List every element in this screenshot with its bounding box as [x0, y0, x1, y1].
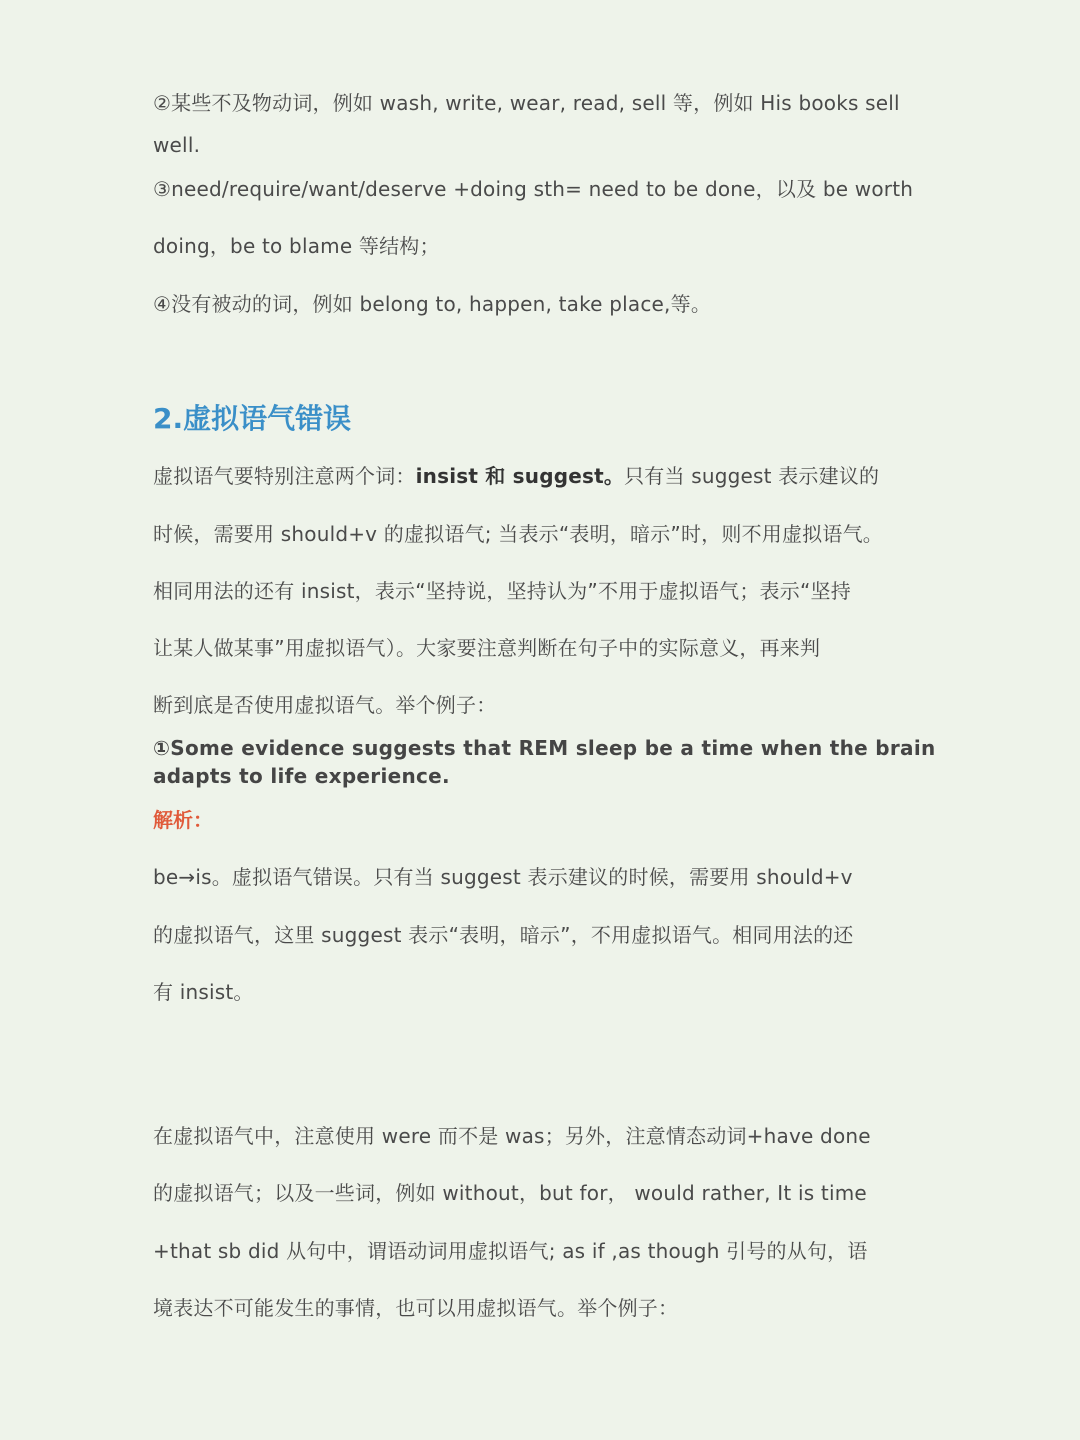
example-line-1: ①Some evidence suggests that REM sleep be a time when the brain — [153, 736, 936, 760]
item-2-line-1: ②某些不及物动词，例如 wash, write, wear, read, sell 等，例如 His books sell — [153, 91, 900, 115]
analysis-line-3: 有 insist。 — [153, 980, 254, 1004]
item-3-line-2: doing，be to blame 等结构； — [153, 234, 440, 258]
intro-line-3: 相同用法的还有 insist，表示“坚持说，坚持认为”不用于虚拟语气；表示“坚持 — [153, 579, 851, 603]
intro-line-1-suffix: 只有当 suggest 表示建议的 — [624, 464, 880, 488]
note-line-4: 境表达不可能发生的事情，也可以用虚拟语气。举个例子： — [153, 1296, 679, 1320]
analysis-line-2: 的虚拟语气，这里 suggest 表示“表明，暗示”，不用虚拟语气。相同用法的还 — [153, 923, 854, 947]
analysis-label: 解析： — [153, 808, 213, 832]
example-line-2: adapts to life experience. — [153, 764, 450, 788]
note-line-2: 的虚拟语气；以及一些词，例如 without，but for， would rather, It is time — [153, 1181, 867, 1205]
item-2-line-2: well. — [153, 133, 201, 157]
intro-line-2: 时候，需要用 should+v 的虚拟语气; 当表示“表明，暗示”时，则不用虚拟语气。 — [153, 522, 883, 546]
intro-line-1 — [153, 462, 933, 490]
intro-line-5: 断到底是否使用虚拟语气。举个例子： — [153, 693, 497, 717]
intro-line-1-prefix: 虚拟语气要特别注意两个词： — [153, 464, 416, 488]
note-line-1: 在虚拟语气中，注意使用 were 而不是 was；另外，注意情态动词+have done — [153, 1124, 871, 1148]
intro-line-4: 让某人做某事”用虚拟语气）。大家要注意判断在句子中的实际意义，再来判 — [153, 636, 821, 660]
section-title: 2.虚拟语气错误 — [153, 402, 352, 435]
note-line-3: +that sb did 从句中，谓语动词用虚拟语气; as if ,as though 引号的从句，语 — [153, 1239, 868, 1263]
item-4: ④没有被动的词，例如 belong to, happen, take place,等。 — [153, 292, 712, 316]
analysis-line-1: be→is。虚拟语气错误。只有当 suggest 表示建议的时候，需要用 should+v — [153, 865, 853, 889]
intro-line-1-bold: insist 和 suggest。 — [415, 464, 625, 488]
item-3-line-1: ③need/require/want/deserve +doing sth= need to be done，以及 be worth — [153, 177, 914, 201]
